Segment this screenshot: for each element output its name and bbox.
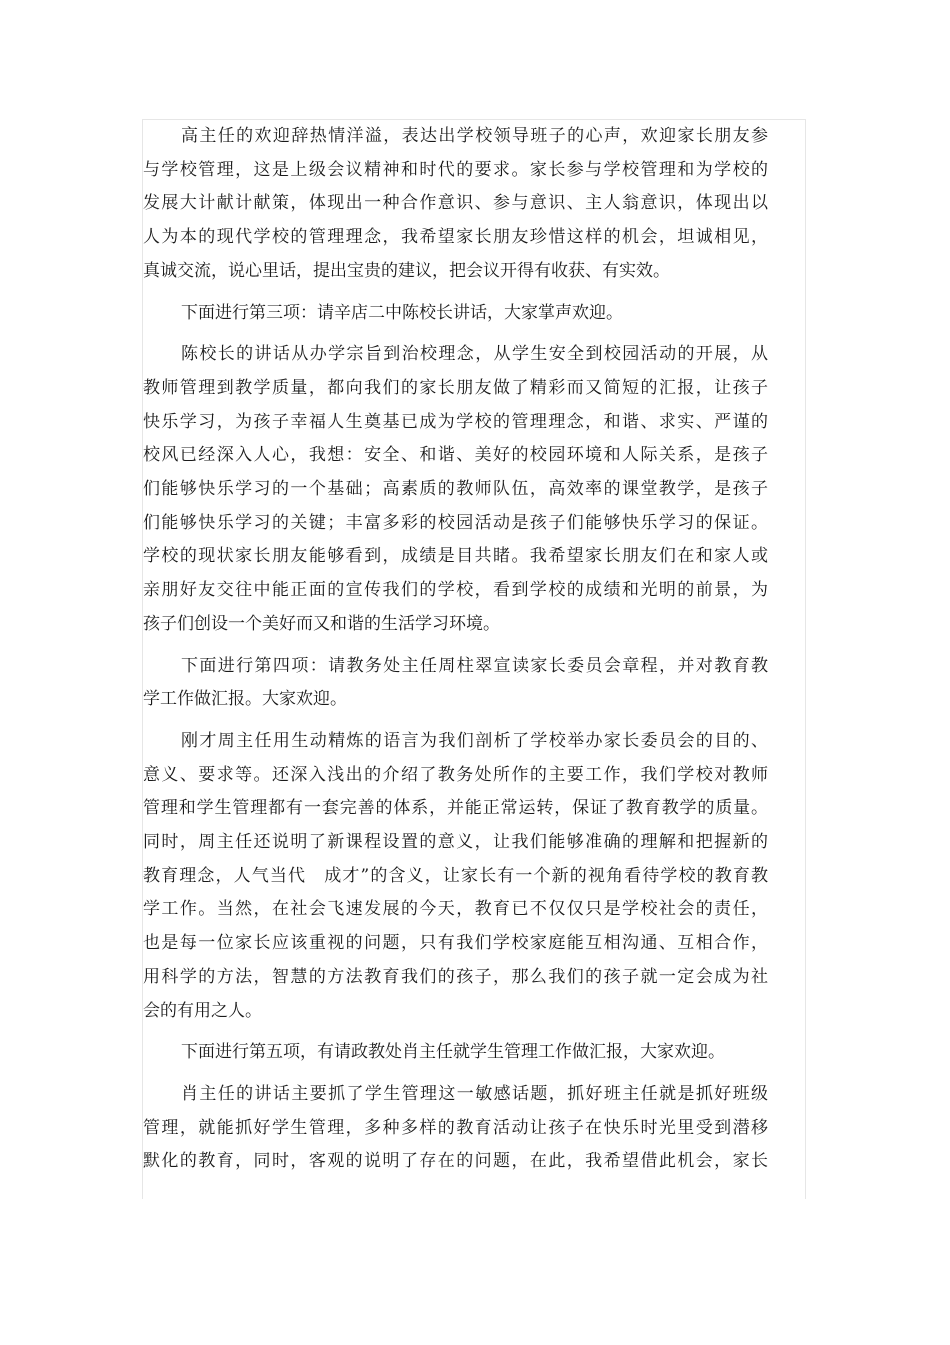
text-line: 下面进行第五项，有请政教处肖主任就学生管理工作做汇报，大家欢迎。 xyxy=(181,1042,725,1063)
text-line: 下面进行第三项：请辛店二中陈校长讲话，大家掌声欢迎。 xyxy=(181,302,623,323)
text-line: 肖主任的讲话主要抓了学生管理这一敏感话题，抓好班主任就是抓好班级 xyxy=(181,1083,768,1104)
text-line: 刚才周主任用生动精炼的语言为我们剖析了学校举办家长委员会的目的、 xyxy=(181,730,768,751)
text-line: 用科学的方法，智慧的方法教育我们的孩子，那么我们的孩子就一定会成为社 xyxy=(143,966,768,987)
text-line: 与学校管理，这是上级会议精神和时代的要求。家长参与学校管理和为学校的 xyxy=(143,159,768,180)
paragraph-director-xiao-speech xyxy=(143,1078,768,1179)
text-line: 快乐学习，为孩子幸福人生奠基已成为学校的管理理念，和谐、求实、严谨的 xyxy=(143,411,768,432)
document-body xyxy=(143,120,768,1187)
text-line: 同时，周主任还说明了新课程设置的意义，让我们能够准确的理解和把握新的 xyxy=(143,832,768,853)
paragraph-welcome-remarks xyxy=(143,120,768,289)
text-line: 下面进行第四项：请教务处主任周柱翠宣读家长委员会章程，并对教育教 xyxy=(181,655,768,676)
text-line: 教育理念，人气当代 成才”的含义，让家长有一个新的视角看待学校的教育教 xyxy=(143,865,768,886)
text-line: 管理和学生管理都有一套完善的体系，并能正常运转，保证了教育教学的质量。 xyxy=(143,798,768,819)
text-line: 们能够快乐学习的一个基础；高素质的教师队伍，高效率的课堂教学，是孩子 xyxy=(143,479,768,500)
text-line: 教师管理到教学质量，都向我们的家长朋友做了精彩而又简短的汇报，让孩子 xyxy=(143,377,768,398)
text-line: 高主任的欢迎辞热情洋溢，表达出学校领导班子的心声，欢迎家长朋友参 xyxy=(181,126,768,146)
text-line: 孩子们创设一个美好而又和谐的生活学习环境。 xyxy=(143,613,500,634)
text-line: 校风已经深入人心，我想：安全、和谐、美好的校园环境和人际关系，是孩子 xyxy=(143,445,768,466)
paragraph-principal-speech xyxy=(143,338,768,641)
text-line: 真诚交流，说心里话，提出宝贵的建议，把会议开得有收获、有实效。 xyxy=(143,260,670,281)
text-line: 学校的现状家长朋友能够看到，成绩是目共睹。我希望家长朋友们在和家人或 xyxy=(143,546,768,567)
paragraph-item-four xyxy=(143,650,768,717)
text-line: 陈校长的讲话从办学宗旨到治校理念，从学生安全到校园活动的开展，从 xyxy=(181,344,768,365)
text-line: 也是每一位家长应该重视的问题，只有我们学校家庭能互相沟通、互相合作， xyxy=(143,933,768,954)
text-line: 意义、要求等。还深入浅出的介绍了教务处所作的主要工作，我们学校对教师 xyxy=(143,764,768,785)
paragraph-item-three xyxy=(143,297,768,331)
text-line: 亲朋好友交往中能正面的宣传我们的学校，看到学校的成绩和光明的前景，为 xyxy=(143,580,768,601)
paragraph-director-zhou-speech xyxy=(143,725,768,1028)
text-line: 人为本的现代学校的管理理念，我希望家长朋友珍惜这样的机会，坦诚相见， xyxy=(143,227,768,248)
text-line: 管理，就能抓好学生管理，多种多样的教育活动让孩子在快乐时光里受到潜移 xyxy=(143,1117,768,1138)
text-line: 会的有用之人。 xyxy=(143,1000,262,1021)
text-line: 学工作做汇报。大家欢迎。 xyxy=(143,689,347,710)
text-line: 学工作。当然，在社会飞速发展的今天，教育已不仅仅只是学校社会的责任， xyxy=(143,899,768,920)
text-line: 们能够快乐学习的关键；丰富多彩的校园活动是孩子们能够快乐学习的保证。 xyxy=(143,512,768,533)
text-line: 发展大计献计献策，体现出一种合作意识、参与意识、主人翁意识，体现出以 xyxy=(143,193,768,214)
paragraph-item-five xyxy=(143,1036,768,1070)
text-line: 默化的教育，同时，客观的说明了存在的问题，在此，我希望借此机会，家长 xyxy=(143,1151,768,1172)
